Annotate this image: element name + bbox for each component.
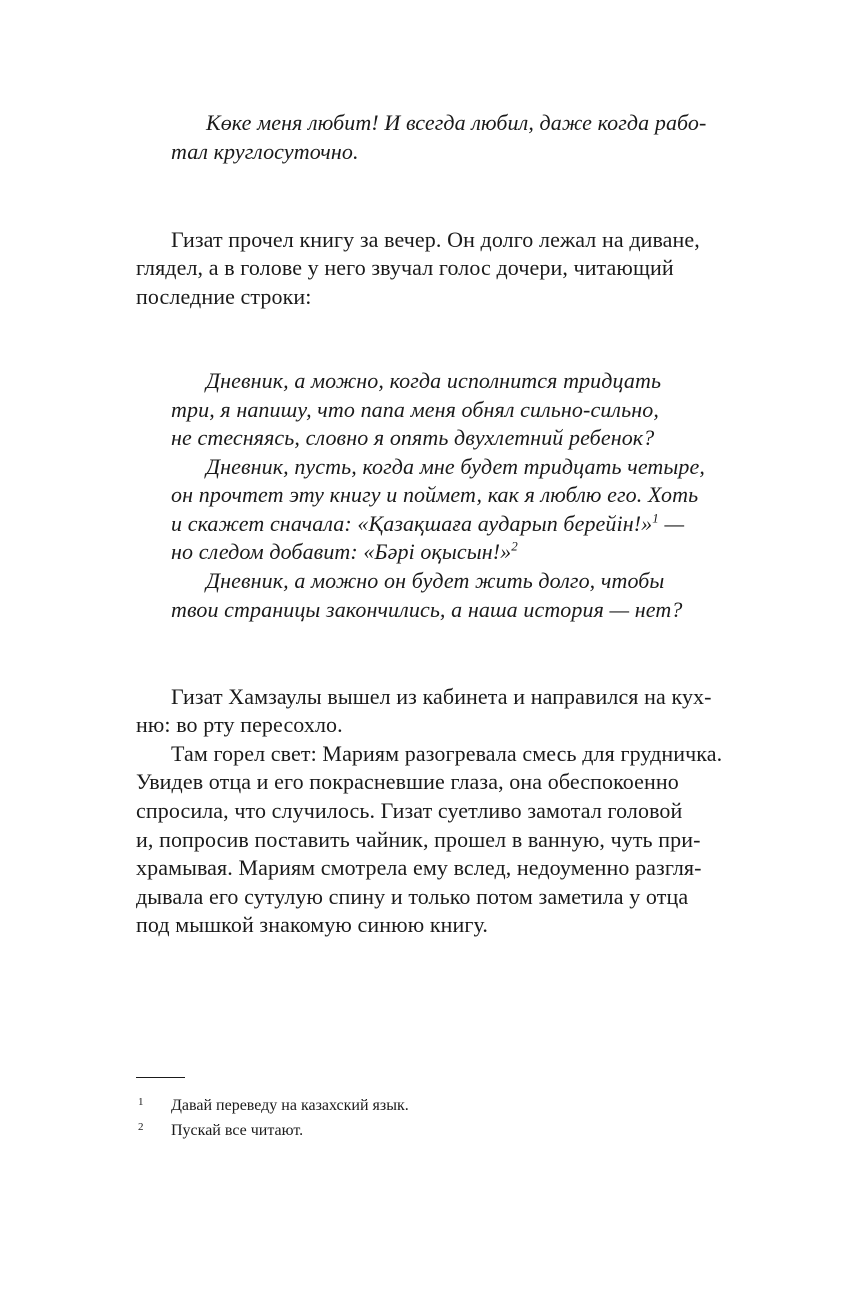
quote-line-text: и скажет сначала: «Қазақшаға аударып берейін!»	[171, 511, 653, 536]
paragraph-line: Увидев отца и его покрасневшие глаза, она обеспокоенно	[136, 769, 679, 794]
paragraph-line: и, попросив поставить чайник, прошел в ванную, чуть при-	[136, 827, 701, 852]
quote-line: не стесняясь, словно я опять двухлетний ребенок?	[171, 425, 655, 450]
paragraph-line: спросила, что случилось. Гизат суетливо замотал головой	[136, 798, 683, 823]
footnote-number: 1	[138, 1096, 144, 1108]
quote-line-text: но следом добавит: «Бәрі оқысын!»	[171, 539, 512, 564]
footnote-ref: 2	[511, 538, 518, 554]
quote-line: три, я напишу, что папа меня обнял сильно-сильно,	[171, 397, 659, 422]
paragraph-line: Гизат прочел книгу за вечер. Он долго лежал на диване,	[171, 227, 700, 252]
paragraph-line: последние строки:	[136, 284, 312, 309]
footnote-divider	[136, 1077, 185, 1078]
epigraph-line: Көке меня любит! И всегда любил, даже когда рабо-	[206, 110, 707, 135]
paragraph-line: Гизат Хамзаулы вышел из кабинета и направился на кух-	[171, 684, 712, 709]
paragraph-line: под мышкой знакомую синюю книгу.	[136, 912, 488, 937]
footnote-ref: 1	[652, 510, 659, 526]
paragraph-line: храмывая. Мариям смотрела ему вслед, недоуменно разгля-	[136, 855, 702, 880]
paragraph-line: дывала его сутулую спину и только потом заметила у отца	[136, 884, 689, 909]
paragraph-line: Там горел свет: Мариям разогревала смесь для грудничка.	[171, 741, 723, 766]
quote-line: Дневник, пусть, когда мне будет тридцать четыре,	[206, 454, 705, 479]
quote-line: он прочтет эту книгу и поймет, как я люблю его. Хоть	[171, 482, 699, 507]
footnote-text: Пускай все читают.	[171, 1122, 304, 1139]
quote-line	[171, 538, 518, 566]
epigraph-line: тал круглосуточно.	[171, 139, 359, 164]
paragraph-line: глядел, а в голове у него звучал голос дочери, читающий	[136, 255, 674, 280]
footnote-number: 2	[138, 1121, 144, 1133]
quote-line	[171, 510, 684, 538]
quote-line: Дневник, а можно он будет жить долго, чтобы	[206, 568, 665, 593]
footnote-text: Давай переведу на казахский язык.	[171, 1097, 409, 1114]
quote-line-tail: —	[658, 511, 685, 536]
paragraph-line: ню: во рту пересохло.	[136, 712, 343, 737]
quote-line: твои страницы закончились, а наша история — нет?	[171, 597, 683, 622]
quote-line: Дневник, а можно, когда исполнится тридцать	[206, 368, 662, 393]
